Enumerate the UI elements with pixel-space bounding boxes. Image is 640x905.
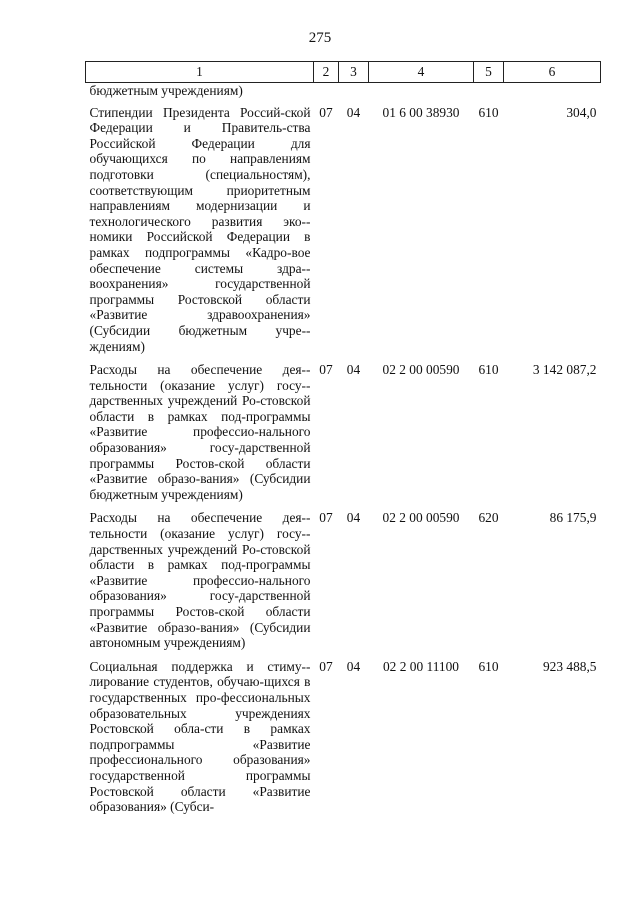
row-pr: 04 <box>346 658 361 674</box>
row-vr: 610 <box>478 658 499 674</box>
row-csr: 01 6 00 38930 <box>382 104 460 120</box>
row-rz: 07 <box>319 104 333 120</box>
row-amount: 923 488,5 <box>542 658 597 674</box>
header-row <box>86 62 601 83</box>
row-name: Расходы на обеспечение дея-тельности (оказание услуг) госу-дарственных учреждений Ро-стовской области в рамках под-программы «Развитие профессио-нального образования» госу-дарственной программы Ростов-ской области «Развитие образо-вания» (Субсидии бюджетным учреждениям) <box>89 362 311 502</box>
row-pr: 04 <box>346 104 361 120</box>
row-csr: 02 2 00 11100 <box>382 658 459 674</box>
table-row <box>86 362 601 510</box>
table-row <box>86 659 601 823</box>
header-col-6: 6 <box>504 62 601 83</box>
continuation-text: бюджетным учреждениям) <box>89 83 243 98</box>
table-row <box>86 105 601 363</box>
row-name: Расходы на обеспечение дея-тельности (оказание услуг) госу-дарственных учреждений Ро-стовской области в рамках под-программы «Развитие профессио-нального образования» госу-дарственной программы Ростов-ской области «Развитие образо-вания» (Субсидии автономным учреждениям) <box>89 510 311 651</box>
page-number: 275 <box>308 30 332 46</box>
row-amount: 86 175,9 <box>549 510 597 526</box>
header-col-1: 1 <box>86 62 314 83</box>
row-pr: 04 <box>346 510 361 526</box>
row-rz: 07 <box>319 658 333 674</box>
row-pr: 04 <box>346 362 361 378</box>
row-vr: 610 <box>478 362 499 378</box>
table-body <box>86 83 601 823</box>
row-rz: 07 <box>319 362 333 378</box>
budget-table <box>85 61 601 823</box>
row-csr: 02 2 00 00590 <box>382 510 460 526</box>
table-row <box>86 510 601 658</box>
row-amount: 3 142 087,2 <box>532 362 597 378</box>
row-vr: 620 <box>478 510 499 526</box>
header-col-2: 2 <box>314 62 339 83</box>
row-vr: 610 <box>478 104 499 120</box>
table-header <box>86 62 601 83</box>
row-rz: 07 <box>319 510 333 526</box>
row-amount: 304,0 <box>566 104 597 120</box>
header-col-3: 3 <box>339 62 369 83</box>
row-name: Стипендии Президента Россий-ской Федерации и Правитель-ства Российской Федерации для обучающихся по направлениям подготовки (специальностям), соответствующим приоритетным направлениям модернизации и технологического развития эко-номики Российской Федерации в рамках подпрограммы «Кадро-вое обеспечение системы здра-воохранения» государственной программы Ростовской области «Развитие здравоохранения» (Субсидии бюджетным учре-ждениям) <box>89 104 311 354</box>
header-col-4: 4 <box>369 62 474 83</box>
row-csr: 02 2 00 00590 <box>382 362 460 378</box>
header-col-5: 5 <box>474 62 504 83</box>
row-name: Социальная поддержка и стиму-лирование студентов, обучаю-щихся в государственных про-фессиональных образовательных учреждениях Ростовской обла-сти в рамках подпрограммы «Развитие профессионального образования» государственной программы Ростовской области «Развитие образования» (Субси- <box>89 658 311 815</box>
continuation-row <box>86 83 601 105</box>
